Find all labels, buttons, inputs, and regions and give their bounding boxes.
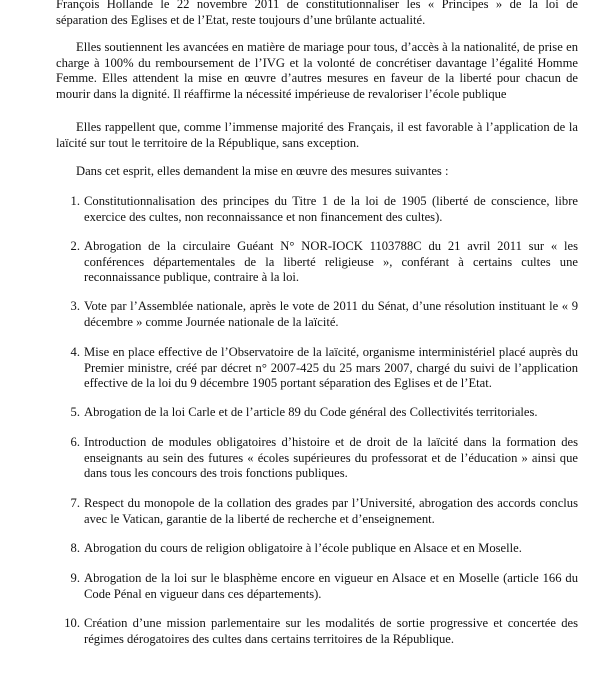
item-text: Création d’une mission parlementaire sur les modalités de sortie progressive et concertée des régimes dérogatoires des cultes dans certains territoires de la République.: [84, 616, 578, 646]
item-text: Abrogation de la loi Carle et de l’article 89 du Code général des Collectivités territoriales.: [84, 405, 538, 419]
item-text: Abrogation du cours de religion obligatoire à l’école publique en Alsace et en Moselle.: [84, 541, 522, 555]
item-text: Vote par l’Assemblée nationale, après le vote de 2011 du Sénat, d’une résolution instituant le « 9 décembre » comme Journée nationale de la laïcité.: [84, 299, 578, 329]
intro-line-1: François Hollande le 22 novembre 2011 de constitutionnaliser les « Principes » de la loi de: [56, 0, 578, 11]
item-text: Abrogation de la circulaire Guéant N° NOR-IOCK 1103788C du 21 avril 2011 sur « les conférences départementales de la liberté religieuse », conférant à certains cultes une reconnaissance publique, contraire à la loi.: [84, 239, 578, 284]
item-text: Abrogation de la loi sur le blasphème encore en vigueur en Alsace et en Moselle (article 166 du Code Pénal en vigueur dans ces départements).: [84, 571, 578, 601]
item-text: Constitutionnalisation des principes du Titre 1 de la loi de 1905 (liberté de conscience, libre exercice des cultes, non reconnaissance et non financement des cultes).: [84, 194, 578, 224]
item-number: 10.: [64, 616, 80, 630]
item-number: 7.: [70, 496, 80, 510]
item-number: 8.: [70, 541, 80, 555]
item-number: 3.: [70, 299, 80, 313]
item-text: Respect du monopole de la collation des grades par l’Université, abrogation des accords conclus avec le Vatican, garantie de la liberté de recherche et d’enseignement.: [84, 496, 578, 526]
item-number: 2.: [70, 239, 80, 253]
intro-paragraph: [56, 0, 578, 28]
spirit-paragraph: Dans cet esprit, elles demandent la mise en œuvre des mesures suivantes :: [76, 164, 449, 178]
intro-line-2: séparation des Eglises et de l’Etat, reste toujours d’une brûlante actualité.: [56, 12, 426, 27]
majority-paragraph: Elles rappellent que, comme l’immense majorité des Français, il est favorable à l’application de la laïcité sur tout le territoire de la République, sans exception.: [56, 120, 578, 150]
item-number: 5.: [70, 405, 80, 419]
item-number: 9.: [70, 571, 80, 585]
item-number: 4.: [70, 345, 80, 359]
item-number: 1.: [70, 194, 80, 208]
support-paragraph: Elles soutiennent les avancées en matière de mariage pour tous, d’accès à la nationalité, de prise en charge à 100% du remboursement de l’IVG et la volonté de concrétiser davantage l’égalité Homme Femme. Elles attendent la mise en œuvre d’autres mesures en faveur de la liberté pour chacun de mourir dans la dignité. Il réaffirme la nécessité impérieuse de revaloriser l’école publique: [56, 40, 578, 101]
item-text: Introduction de modules obligatoires d’histoire et de droit de la laïcité dans la formation des enseignants au sein des futures « écoles supérieures du professorat et de l’éducation » ainsi que dans tous les concours des trois fonctions publiques.: [84, 435, 578, 480]
item-text: Mise en place effective de l’Observatoire de la laïcité, organisme interministériel placé auprès du Premier ministre, créé par décret n° 2007-425 du 25 mars 2007, chargé du suivi de l’application effective de la loi du 9 décembre 1905 portant séparation des Eglises et de l’Etat.: [84, 345, 578, 390]
item-number: 6.: [70, 435, 80, 449]
